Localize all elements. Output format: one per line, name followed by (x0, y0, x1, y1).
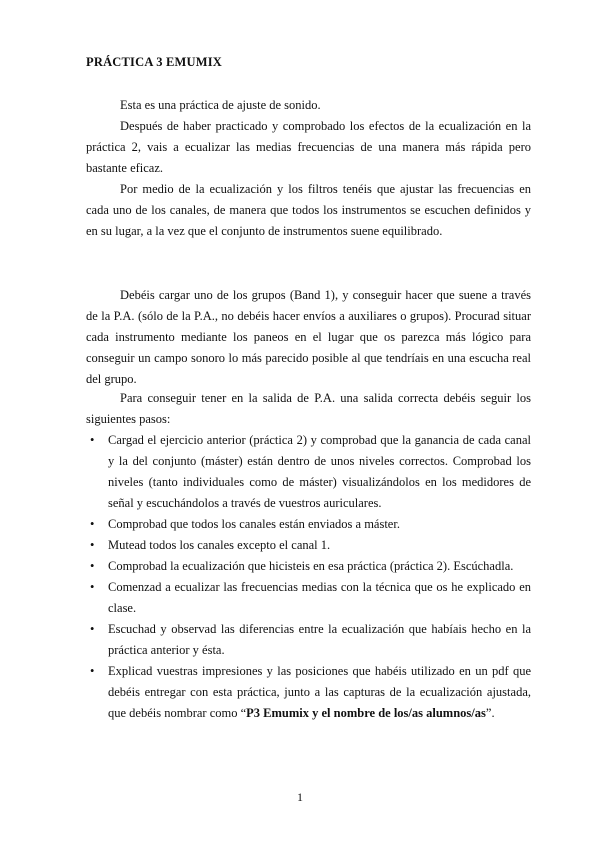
page-number: 1 (297, 790, 303, 804)
band-paragraph: Debéis cargar uno de los grupos (Band 1), y conseguir hacer que suene a través de la P.A. (sólo de la P.A., no debéis hacer envíos a auxiliares o grupos). Procurad situar cada instrumento mediante los paneos en el lugar que os parezca más lógico para conseguir un campo sonoro lo más parecido posible al que tendríais en una escucha real del grupo. (86, 288, 531, 386)
last-step-filename: P3 Emumix y el nombre de los/as alumnos/as (246, 706, 486, 720)
step-text: Escuchad y observad las diferencias entre la ecualización que habíais hecho en la práctica anterior y ésta. (108, 622, 531, 657)
list-item (86, 535, 531, 556)
bullet-icon: • (90, 664, 95, 678)
intro-section (86, 95, 531, 242)
page-title: PRÁCTICA 3 EMUMIX (86, 55, 223, 69)
list-item (86, 577, 531, 619)
list-item (86, 556, 531, 577)
bullet-icon: • (90, 622, 95, 636)
bullet-icon: • (90, 517, 95, 531)
intro-paragraph: Después de haber practicado y comprobado los efectos de la ecualización en la práctica 2, vais a ecualizar las medias frecuencias de una manera más rápida pero bastante eficaz. (86, 119, 531, 175)
last-step-after: ”. (485, 706, 495, 720)
list-item (86, 514, 531, 535)
bullet-icon: • (90, 433, 95, 447)
bullet-icon: • (90, 580, 95, 594)
bullet-icon: • (90, 538, 95, 552)
step-text: Cargad el ejercicio anterior (práctica 2) y comprobad que la ganancia de cada canal y la del conjunto (máster) están dentro de unos niveles correctos. Comprobad los niveles (tanto individuales como de máster) visualizándolos en los medidores de señal y escuchándolos a través de vuestros auriculares. (108, 433, 531, 510)
list-item (86, 661, 531, 724)
band-section (86, 285, 531, 390)
steps-section (86, 388, 531, 724)
steps-list (86, 430, 531, 724)
step-text: Comenzad a ecualizar las frecuencias medias con la técnica que os he explicado en clase. (108, 580, 531, 615)
step-text: Comprobad que todos los canales están enviados a máster. (108, 517, 400, 531)
step-text: Comprobad la ecualización que hicisteis en esa práctica (práctica 2). Escúchadla. (108, 559, 514, 573)
list-item (86, 430, 531, 514)
step-text: Mutead todos los canales excepto el canal 1. (108, 538, 331, 552)
bullet-icon: • (90, 559, 95, 573)
list-item (86, 619, 531, 661)
last-step-before: Explicad vuestras impresiones y las posiciones que habéis utilizado en un pdf que debéis entregar con esta práctica, junto a las capturas de la ecualización ajustada, que debéis nombrar como “ (108, 664, 531, 720)
intro-paragraph: Por medio de la ecualización y los filtros tenéis que ajustar las frecuencias en cada uno de los canales, de manera que todos los instrumentos se escuchen definidos y en su lugar, a la vez que el conjunto de instrumentos suene equilibrado. (86, 182, 531, 238)
intro-paragraph: Esta es una práctica de ajuste de sonido. (120, 98, 321, 112)
steps-intro: Para conseguir tener en la salida de P.A. una salida correcta debéis seguir los siguientes pasos: (86, 391, 531, 426)
